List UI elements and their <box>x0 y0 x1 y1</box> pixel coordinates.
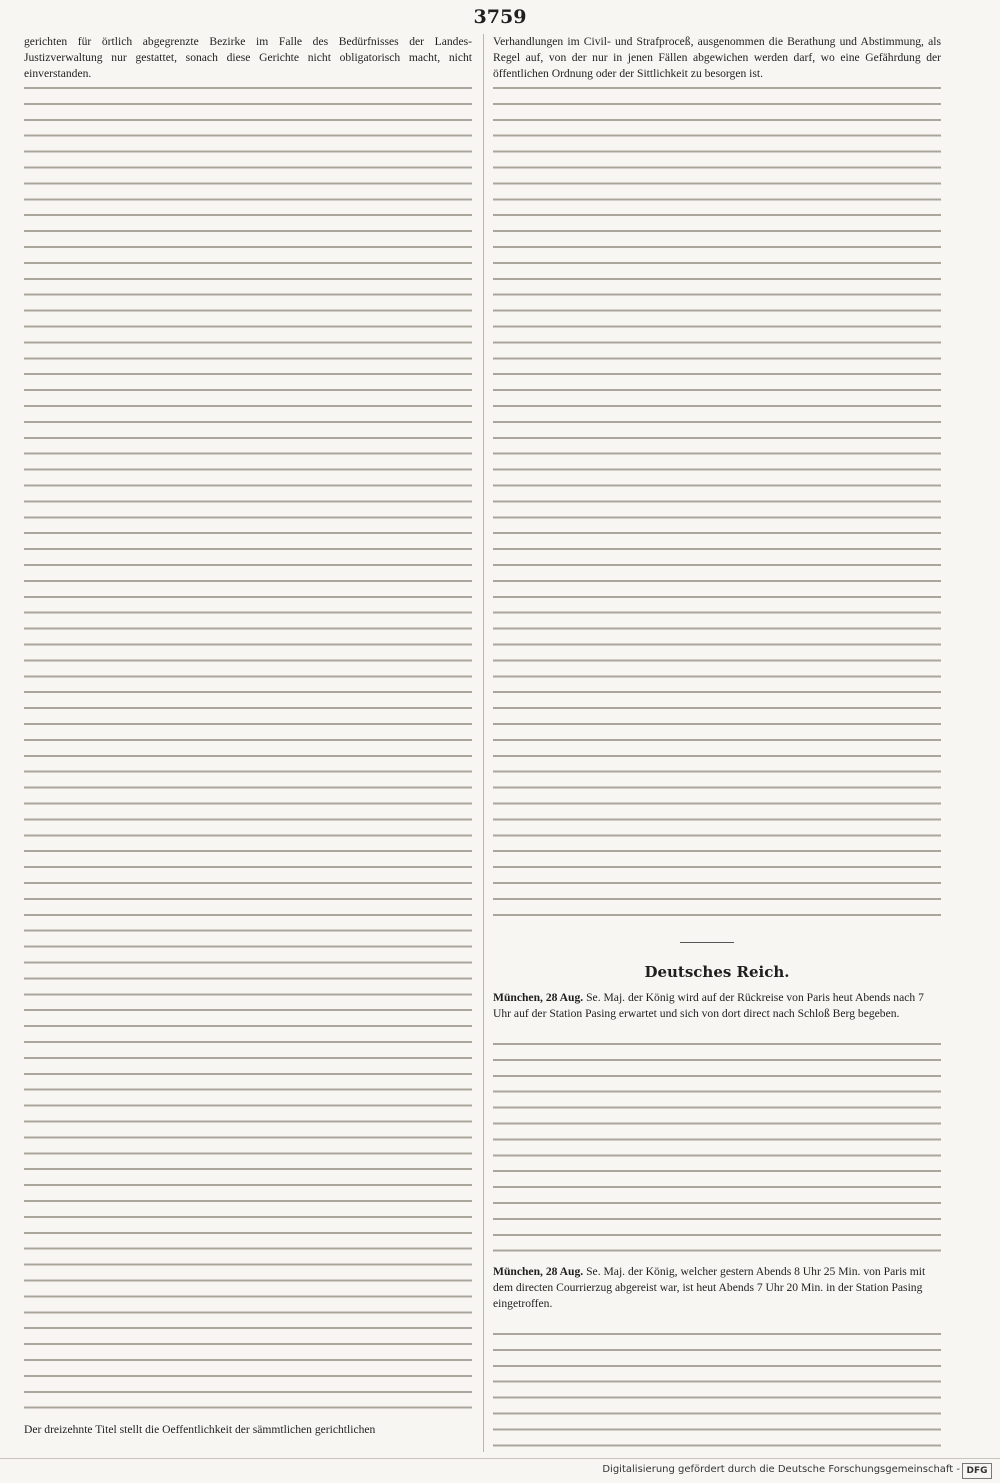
dispatch-2-text: Se. Maj. der König, welcher gestern Abends 8 Uhr 25 Min. von Paris mit dem directen Courrierzug abgereist war, ist heut Abends 7 Uhr 20 Min. in der Station Pasing eingetroffen. <box>493 1265 926 1310</box>
dfg-logo: DFG <box>962 1463 992 1479</box>
left-column-lead: gerichten für örtlich abgegrenzte Bezirke im Falle des Bedürfnisses der Landes-Justizverwaltung nur gestattet, sonach diese Gerichte nicht obligatorisch macht, nicht einverstanden. <box>24 35 472 80</box>
section-divider <box>680 942 734 943</box>
dispatch-2 <box>493 1264 941 1312</box>
left-column <box>24 34 472 1454</box>
dispatch-2-dateline: München, 28 Aug. <box>493 1265 584 1278</box>
dispatch-2-body-text <box>493 1328 941 1452</box>
column-divider <box>483 34 484 1452</box>
right-column-body-text <box>493 82 941 922</box>
footer-text: Digitalisierung gefördert durch die Deutsche Forschungsgemeinschaft - <box>602 1464 960 1475</box>
right-column-lead: Verhandlungen im Civil- und Strafproceß, ausgenommen die Berathung und Abstimmung, als Regel auf, von der nur in jenen Fällen abgewichen werden darf, wo eine Gefährdung der öffentlichen Ordnung oder der Sittlichkeit zu besorgen ist. <box>493 35 941 80</box>
dispatch-1-dateline: München, 28 Aug. <box>493 991 584 1004</box>
left-column-closing: Der dreizehnte Titel stellt die Oeffentlichkeit der sämmtlichen gerichtlichen <box>24 1422 376 1436</box>
right-column <box>493 34 941 934</box>
left-column-body-text <box>24 82 472 1422</box>
page-number: 3759 <box>473 6 527 28</box>
dispatch-1 <box>493 990 941 1022</box>
dispatch-1-body-text <box>493 1038 941 1256</box>
footer <box>0 1458 1000 1483</box>
section-heading: Deutsches Reich. <box>644 963 790 981</box>
dispatch-1-text: Se. Maj. der König wird auf der Rückreise von Paris heut Abends nach 7 Uhr auf der Station Pasing erwartet und sich von dort direct nach Schloß Berg begeben. <box>493 991 924 1020</box>
